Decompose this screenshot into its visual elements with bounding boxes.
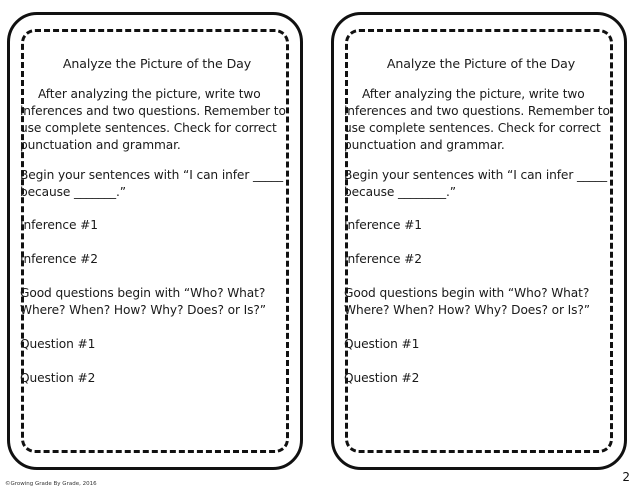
question-1-label: Question #1 bbox=[20, 337, 96, 351]
card-content bbox=[344, 55, 618, 404]
copyright-notice: ©Growing Grade By Grade, 2016 bbox=[5, 481, 97, 487]
question-starters: Good questions begin with “Who? What? Where? When? How? Why? Does? or Is?” bbox=[344, 286, 590, 317]
sentence-starter: Begin your sentences with “I can infer _____ because _______.” bbox=[20, 168, 283, 199]
inference-2-label: Inference #2 bbox=[20, 252, 98, 266]
page-number: 2 bbox=[622, 470, 630, 484]
card-instructions: After analyzing the picture, write two inferences and two questions. Remember to use complete sentences. Check for correct punctuation and grammar. bbox=[20, 87, 286, 152]
inference-1-label: Inference #1 bbox=[344, 218, 422, 232]
question-starters: Good questions begin with “Who? What? Where? When? How? Why? Does? or Is?” bbox=[20, 286, 266, 317]
sentence-starter: Begin your sentences with “I can infer _____ because ________.” bbox=[344, 168, 607, 199]
question-2-label: Question #2 bbox=[344, 371, 420, 385]
card-instructions: After analyzing the picture, write two inferences and two questions. Remember to use complete sentences. Check for correct punctuation and grammar. bbox=[344, 87, 610, 152]
inference-1-label: Inference #1 bbox=[20, 218, 98, 232]
task-card-right bbox=[331, 12, 627, 470]
card-content bbox=[20, 55, 294, 404]
question-1-label: Question #1 bbox=[344, 337, 420, 351]
question-2-label: Question #2 bbox=[20, 371, 96, 385]
card-title: Analyze the Picture of the Day bbox=[62, 56, 252, 71]
card-title: Analyze the Picture of the Day bbox=[386, 56, 576, 71]
task-card-left bbox=[7, 12, 303, 470]
inference-2-label: Inference #2 bbox=[344, 252, 422, 266]
